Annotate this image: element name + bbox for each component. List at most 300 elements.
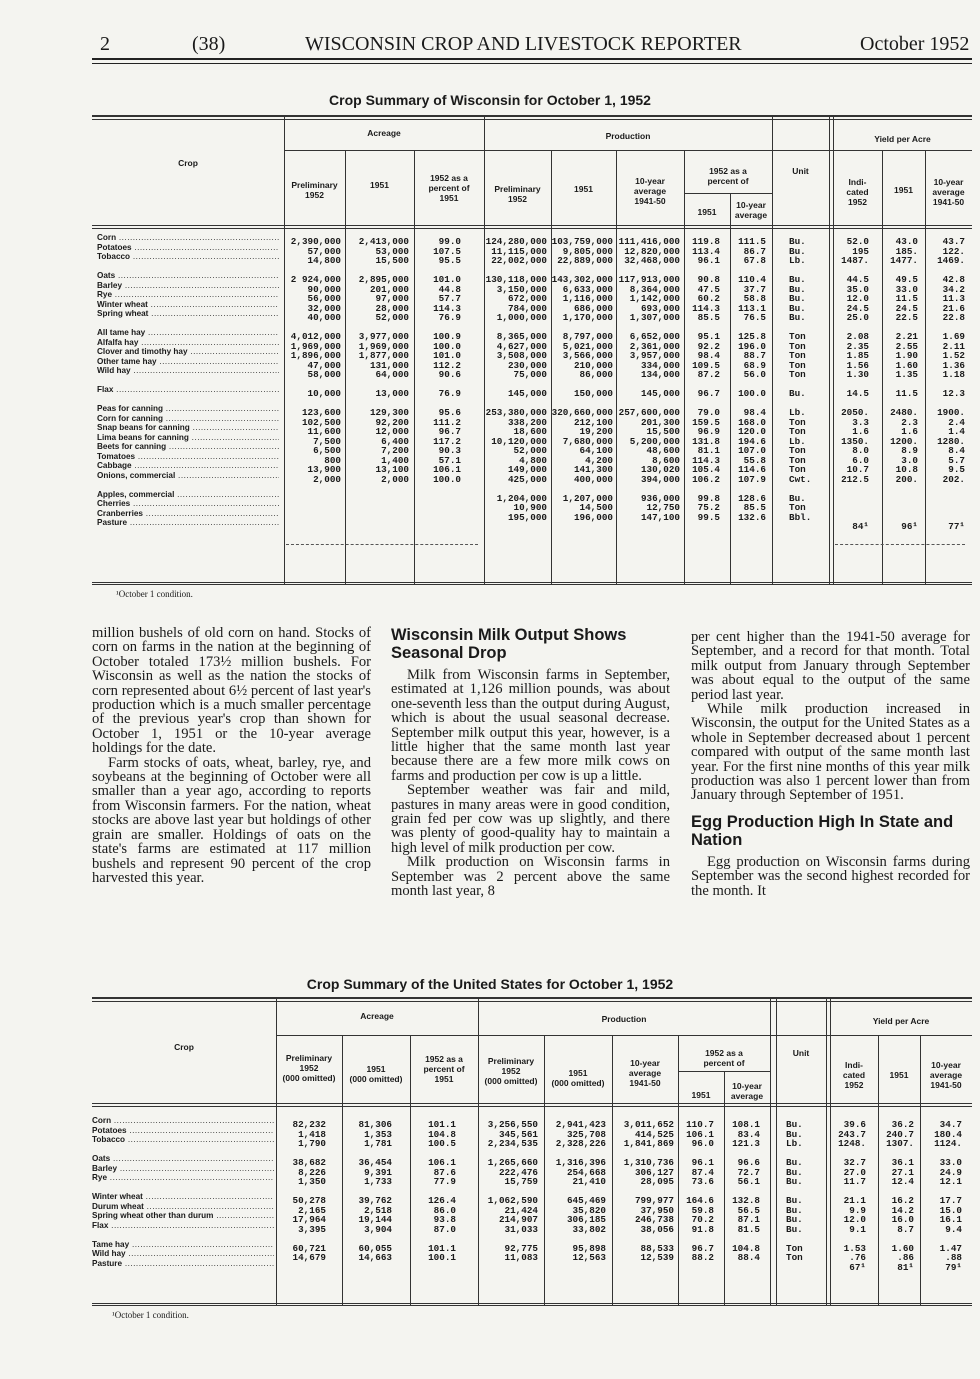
table-cell: 42.8	[942, 274, 965, 285]
table-cell: Lima beans for canning .....	[97, 433, 279, 443]
table-cell: 96.6	[737, 1157, 760, 1168]
table-cell: 50,278	[292, 1195, 326, 1206]
table-cell: 39.6	[843, 1119, 866, 1130]
table-cell: 195	[852, 245, 869, 257]
table-cell: 11,115,000	[491, 245, 547, 257]
table-rule	[92, 1106, 972, 1107]
table-cell: 57.1	[438, 454, 461, 466]
table-cell: 12,750	[646, 502, 680, 513]
table-cell	[416, 513, 461, 523]
table-cell: Bu.	[786, 1214, 803, 1225]
table-cell: 81.5	[737, 1223, 760, 1235]
table-cell: Cherries .....	[97, 499, 279, 509]
table-cell	[614, 1234, 674, 1244]
table-cell: 1,841,869	[623, 1138, 674, 1149]
table-cell: 14.2	[891, 1204, 914, 1216]
table-cell	[786, 1149, 822, 1159]
table-cell	[835, 494, 869, 504]
header-yield-1952: Indi- cated 1952	[846, 177, 869, 207]
table-cell: 8,365,000	[496, 331, 547, 342]
table-cell	[614, 1149, 674, 1159]
table-cell: 1280.	[937, 435, 965, 447]
table-cell	[786, 1234, 822, 1244]
table-cell: 79¹	[945, 1261, 962, 1273]
table-cell: 128.6	[738, 492, 766, 504]
table-cell: 2.55	[895, 340, 918, 352]
table-cell: 75.2	[697, 502, 720, 513]
header-pct-group: 1952 as a percent of	[703, 1048, 745, 1068]
table-rule	[684, 193, 772, 194]
table-cell: Spring wheat other than durum .....	[92, 1211, 274, 1221]
table-cell: 34.2	[942, 283, 965, 295]
header-pct-10yr: 10-year average	[730, 1081, 764, 1101]
table-cell: 1,062,590	[487, 1195, 538, 1206]
table-cell	[680, 1149, 714, 1159]
table-cell: 12,820,000	[624, 245, 680, 257]
table-cell: 64,100	[579, 445, 613, 456]
table-cell: 1.4	[948, 426, 965, 437]
pct-10yr-column	[732, 237, 766, 532]
table-cell: 8,226	[298, 1166, 326, 1178]
table-cell: 6,652,000	[629, 331, 680, 342]
table-cell: 35.0	[846, 283, 869, 295]
table-cell: 57.7	[438, 293, 461, 304]
table-cell: 14,800	[307, 255, 341, 266]
table-cell: 7,500	[313, 435, 341, 447]
table-cell: 96.7	[697, 388, 720, 399]
table-cell: 104.8	[732, 1242, 760, 1254]
dash-filler	[835, 544, 965, 545]
table-cell: 10,900	[513, 502, 547, 513]
table-rule	[770, 997, 771, 1305]
table-cell: 1,170,000	[562, 312, 613, 323]
wisconsin-crop-table	[0, 0, 980, 610]
table-cell: Bu.	[789, 293, 806, 304]
table-cell	[480, 1149, 538, 1159]
table-cell: Peas for canning .....	[97, 404, 279, 414]
table-cell	[412, 1234, 456, 1244]
table-cell: 101.1	[428, 1119, 456, 1130]
table-cell: 77.9	[433, 1176, 456, 1187]
table-cell: 87.1	[737, 1214, 760, 1225]
table-cell: 164.6	[686, 1195, 714, 1206]
table-cell: 98.4	[697, 350, 720, 361]
table-cell: 114.3	[692, 302, 720, 314]
table-cell: All tame hay .....	[97, 328, 279, 338]
table-cell: Bu.	[786, 1119, 803, 1130]
table-cell: 10,120,000	[491, 435, 547, 447]
table-cell: 114.6	[738, 464, 766, 475]
table-cell: 3,904	[364, 1223, 392, 1235]
table-cell	[922, 1234, 962, 1244]
header-yield-1951: 1951	[889, 1070, 909, 1080]
table-cell: 1.6	[901, 426, 918, 437]
table-cell: 2,165	[298, 1204, 326, 1216]
table-cell: 149,000	[507, 464, 547, 475]
table-cell: 37.7	[743, 283, 766, 295]
article-milk-continued	[691, 630, 970, 898]
table-cell	[832, 1149, 866, 1159]
table-cell: Ton	[789, 416, 806, 428]
table-cell: Ton	[789, 502, 806, 513]
table-cell: 11.7	[843, 1176, 866, 1187]
table-cell: 106.1	[433, 464, 461, 475]
table-cell: 12.4	[891, 1176, 914, 1187]
table-cell: 83.4	[737, 1128, 760, 1140]
table-cell: 81,306	[358, 1119, 392, 1130]
table-cell: 90.6	[438, 369, 461, 380]
table-cell: 77¹	[948, 521, 965, 532]
table-cell: 214,907	[498, 1214, 538, 1225]
table-cell: 85.5	[743, 502, 766, 513]
table-cell: 1,316,396	[555, 1157, 606, 1168]
table-rule	[284, 150, 972, 151]
header-yield-10yr: 10-year average 1941-50	[929, 1060, 963, 1090]
table-cell: 2,390,000	[290, 236, 341, 247]
table-cell: 36.2	[891, 1119, 914, 1130]
table-rule	[826, 997, 827, 1305]
table-cell: Bu.	[786, 1223, 803, 1235]
table-cell: 2.3	[901, 416, 918, 428]
table-cell	[880, 1234, 914, 1244]
table-cell: Durum wheat .....	[92, 1202, 274, 1212]
publication-date: October 1952	[860, 33, 970, 55]
table-cell	[480, 1263, 538, 1273]
table-cell: 141,300	[573, 464, 613, 475]
table-cell: Bu.	[786, 1204, 803, 1216]
table-cell: 22,889,000	[557, 255, 613, 266]
table-cell: 12.0	[843, 1214, 866, 1225]
table-cell	[786, 1187, 822, 1197]
table-cell: Bbl.	[789, 511, 812, 523]
table-cell: 2,000	[313, 473, 341, 485]
table-cell: 1.47	[939, 1242, 962, 1254]
table-cell: Bu.	[789, 283, 806, 295]
table-cell: 1900.	[937, 407, 965, 418]
table-rule	[92, 1303, 972, 1304]
table-cell: 87.0	[433, 1223, 456, 1235]
table-cell: 345,561	[498, 1128, 538, 1140]
table-cell: 97,000	[375, 293, 409, 304]
wisconsin-table-title: Crop Summary of Wisconsin for October 1, 1952	[329, 92, 651, 108]
table-cell: 76.9	[438, 312, 461, 323]
table-cell: 2.21	[895, 331, 918, 342]
table-rule	[92, 1001, 972, 1002]
table-cell: 145,000	[640, 388, 680, 399]
table-rule	[678, 1035, 679, 1305]
table-cell: 111.2	[433, 416, 461, 428]
pct-1951-column	[680, 1120, 714, 1272]
table-cell: 110.7	[686, 1119, 714, 1130]
header-pct-10yr: 10-year average	[734, 200, 768, 220]
table-cell: 2,518	[364, 1204, 392, 1216]
table-cell: 88.7	[743, 350, 766, 361]
header-acreage-1952: Preliminary 1952	[291, 180, 338, 200]
table-cell: 7,200	[381, 445, 409, 456]
acreage-1951-column	[344, 1120, 392, 1272]
table-cell: 1,000,000	[496, 312, 547, 323]
yield-10yr-column	[922, 1120, 962, 1272]
table-cell: 180.4	[934, 1128, 962, 1140]
header-yield: Yield per Acre	[874, 134, 931, 144]
table-cell: 12,539	[640, 1252, 674, 1263]
table-cell: 84¹	[852, 521, 869, 532]
table-cell: 3,011,652	[623, 1119, 674, 1130]
table-rule	[92, 997, 972, 999]
table-cell: 60.2	[697, 293, 720, 304]
header-production: Production	[605, 131, 651, 141]
header-yield-1952: Indi- cated 1952	[842, 1060, 866, 1090]
table-cell: 35,820	[572, 1204, 606, 1216]
table-cell	[835, 484, 869, 494]
table-cell: 3,395	[298, 1223, 326, 1235]
header-production: Production	[601, 1014, 647, 1024]
table-cell: 196.0	[738, 340, 766, 352]
table-cell: 306,127	[634, 1166, 674, 1178]
table-cell: 21,424	[504, 1204, 538, 1216]
table-rule	[414, 150, 415, 584]
table-cell: 119.8	[692, 236, 720, 247]
table-cell	[278, 1149, 326, 1159]
table-cell: 15,500	[646, 426, 680, 437]
table-cell: 96.7	[438, 426, 461, 437]
table-cell: 672,000	[507, 293, 547, 304]
table-cell: 195,000	[507, 511, 547, 523]
table-cell: 92,775	[504, 1242, 538, 1254]
table-cell: 134,000	[640, 369, 680, 380]
table-cell: 56,000	[307, 293, 341, 304]
table-cell: 5.7	[948, 454, 965, 466]
table-cell: 3.3	[852, 416, 869, 428]
table-cell: 210,000	[573, 359, 613, 371]
table-cell: Potatoes .....	[92, 1126, 274, 1136]
table-cell: 114.3	[692, 454, 720, 466]
table-cell: 90.8	[697, 274, 720, 285]
header-prod-10yr: 10-year average 1941-50	[628, 1058, 662, 1088]
table-cell: Clover and timothy hay .....	[97, 347, 279, 357]
paragraph: September weather was fair and mild, pastures in many areas were in good condition, grain fed per cow was up slightly, and there was plenty of good-quality hay to maintain a high level of milk production per cow.	[391, 782, 670, 856]
table-cell: 159.5	[692, 416, 720, 428]
table-cell: 3,977,000	[358, 331, 409, 342]
table-cell: 1,207,000	[562, 492, 613, 504]
table-cell: 2,361,000	[629, 340, 680, 352]
table-cell: Ton	[789, 340, 806, 352]
table-cell: 2050.	[841, 407, 869, 418]
table-cell: Tobacco .....	[97, 252, 279, 262]
table-cell: 2.4	[948, 416, 965, 428]
table-cell: 13,000	[375, 388, 409, 399]
yield-1951-column	[880, 1120, 914, 1272]
table-cell: 109.5	[692, 359, 720, 371]
table-rule	[92, 1305, 972, 1306]
table-cell: 103,759,000	[551, 236, 613, 247]
table-cell: 325,708	[566, 1128, 606, 1140]
table-cell: 201,300	[640, 416, 680, 428]
table-cell: Ton	[789, 350, 806, 361]
table-cell	[484, 522, 547, 532]
header-prod-1951: 1951	[574, 184, 593, 194]
header-prod-1951: 1951 (000 omitted)	[551, 1068, 605, 1088]
table-cell: 8.9	[901, 445, 918, 456]
table-cell: 11,600	[307, 426, 341, 437]
table-cell: 230,000	[507, 359, 547, 371]
table-cell: 92,200	[375, 416, 409, 428]
header-yield-10yr: 10-year average 1941-50	[932, 177, 965, 207]
table-cell: 33,802	[572, 1223, 606, 1235]
table-cell: 2,941,423	[555, 1119, 606, 1130]
header-pct-1951: 1951	[697, 207, 717, 217]
table-cell: Corn .....	[97, 233, 279, 243]
table-rule	[925, 150, 926, 584]
table-rule	[544, 1035, 545, 1305]
table-cell: 2.11	[942, 340, 965, 352]
crop-column	[97, 233, 279, 528]
table-cell: 6,633,000	[562, 283, 613, 295]
table-cell: 334,000	[640, 359, 680, 371]
table-cell: 2.35	[846, 340, 869, 352]
unit-column	[786, 1120, 822, 1272]
table-cell	[278, 1234, 326, 1244]
table-cell: 126.4	[428, 1195, 456, 1206]
table-cell: 19,144	[358, 1214, 392, 1225]
table-rule	[776, 997, 777, 1305]
header-acreage-1951: 1951 (000 omitted)	[349, 1064, 403, 1084]
table-cell: 113.1	[738, 302, 766, 314]
table-cell: 107.0	[738, 445, 766, 456]
table-cell: 1,142,000	[629, 293, 680, 304]
table-cell: 21.6	[942, 302, 965, 314]
table-rule	[612, 1035, 613, 1305]
table-cell: 44.5	[846, 274, 869, 285]
table-rule	[345, 150, 346, 584]
table-cell: Potatoes .....	[97, 243, 279, 253]
table-cell: 95.1	[697, 331, 720, 342]
table-cell: 70.2	[691, 1214, 714, 1225]
table-cell: 1,116,000	[562, 293, 613, 304]
table-cell: 9,391	[364, 1166, 392, 1178]
table-cell: 1350.	[841, 435, 869, 447]
table-cell: 98.4	[743, 407, 766, 418]
prod-1951-column	[546, 1120, 606, 1272]
table-cell: 105.4	[692, 464, 720, 475]
table-cell: 16.2	[891, 1195, 914, 1206]
table-cell	[347, 494, 409, 504]
table-cell: Lb.	[789, 255, 806, 266]
table-cell: 253,380,000	[485, 407, 547, 418]
table-cell: Lb.	[786, 1138, 803, 1149]
table-cell: 73.6	[691, 1176, 714, 1187]
header-prod-10yr: 10-year average 1941-50	[633, 176, 667, 206]
table-cell: 394,000	[640, 473, 680, 485]
table-rule	[772, 115, 773, 584]
table-cell: 15.0	[939, 1204, 962, 1216]
table-cell: 414,525	[634, 1128, 674, 1140]
header-yield-1951: 1951	[894, 185, 913, 195]
table-cell	[286, 494, 341, 504]
table-cell: 27.1	[891, 1166, 914, 1178]
table-cell: 21,410	[572, 1176, 606, 1187]
table-cell: 28,000	[375, 302, 409, 314]
table-cell: 44.8	[438, 283, 461, 295]
table-cell: 200.	[895, 473, 918, 485]
table-cell: 12.1	[939, 1176, 962, 1187]
table-cell	[416, 484, 461, 494]
table-cell: 1.18	[942, 369, 965, 380]
table-cell: 58,000	[307, 369, 341, 380]
table-cell: 32,468,000	[624, 255, 680, 266]
table-cell: Tomatoes .....	[97, 452, 279, 462]
table-cell: 104.8	[428, 1128, 456, 1140]
table-cell: 106.1	[686, 1128, 714, 1140]
table-cell: 3,508,000	[496, 350, 547, 361]
table-cell: 125.8	[738, 331, 766, 342]
header-acreage-1952: Preliminary 1952 (000 omitted)	[282, 1053, 336, 1083]
table-cell: Bu.	[789, 492, 806, 504]
table-cell: Apples, commercial .....	[97, 490, 279, 500]
table-cell: 15,759	[504, 1176, 538, 1187]
table-cell: 22,002,000	[491, 255, 547, 266]
table-cell	[927, 503, 965, 513]
table-cell: Ton	[789, 454, 806, 466]
table-cell: 8,797,000	[562, 331, 613, 342]
table-cell: 799,977	[634, 1195, 674, 1206]
table-cell	[616, 522, 680, 532]
table-cell: Wild hay .....	[97, 366, 279, 376]
table-cell: 2,000	[381, 473, 409, 485]
table-cell	[278, 1263, 326, 1273]
table-rule	[92, 228, 972, 229]
article-continued	[92, 626, 371, 885]
prod-1952-column	[484, 237, 547, 532]
table-cell: 686,000	[573, 302, 613, 314]
table-rule	[276, 997, 277, 1305]
table-cell: 10,000	[307, 388, 341, 399]
table-cell: 1,310,736	[623, 1157, 674, 1168]
table-cell: 36.1	[891, 1157, 914, 1168]
table-cell: 1124.	[934, 1138, 962, 1149]
table-cell: 112.2	[433, 359, 461, 371]
unit-column	[789, 237, 827, 532]
table-cell: 31,033	[504, 1223, 538, 1235]
table-cell	[286, 484, 341, 494]
table-cell: 100.0	[433, 340, 461, 352]
table-cell: 2480.	[890, 407, 918, 418]
table-cell: .86	[897, 1252, 914, 1263]
table-cell: 1477.	[890, 255, 918, 266]
table-rule	[730, 193, 731, 584]
table-cell: Bu.	[789, 236, 806, 247]
table-cell: 52,000	[375, 312, 409, 323]
table-cell: 2,895,000	[358, 274, 409, 285]
table-cell: 15,500	[375, 255, 409, 266]
table-rule	[92, 584, 972, 585]
table-cell: 33.0	[895, 283, 918, 295]
table-cell: 6.0	[852, 454, 869, 466]
pct-1951-column	[686, 237, 720, 532]
table-cell: Cabbage .....	[97, 461, 279, 471]
table-cell: 117.2	[433, 435, 461, 447]
table-cell: Cranberries .....	[97, 509, 279, 519]
table-cell: 67.8	[743, 255, 766, 266]
table-cell: 113.4	[692, 245, 720, 257]
page-number: 2	[100, 33, 110, 55]
acreage-1952-column	[278, 1120, 326, 1272]
table-cell: 8.4	[948, 445, 965, 456]
table-cell: 1.60	[891, 1242, 914, 1254]
table-cell	[551, 522, 613, 532]
table-cell: 246,738	[634, 1214, 674, 1225]
table-cell: 87.6	[433, 1166, 456, 1178]
